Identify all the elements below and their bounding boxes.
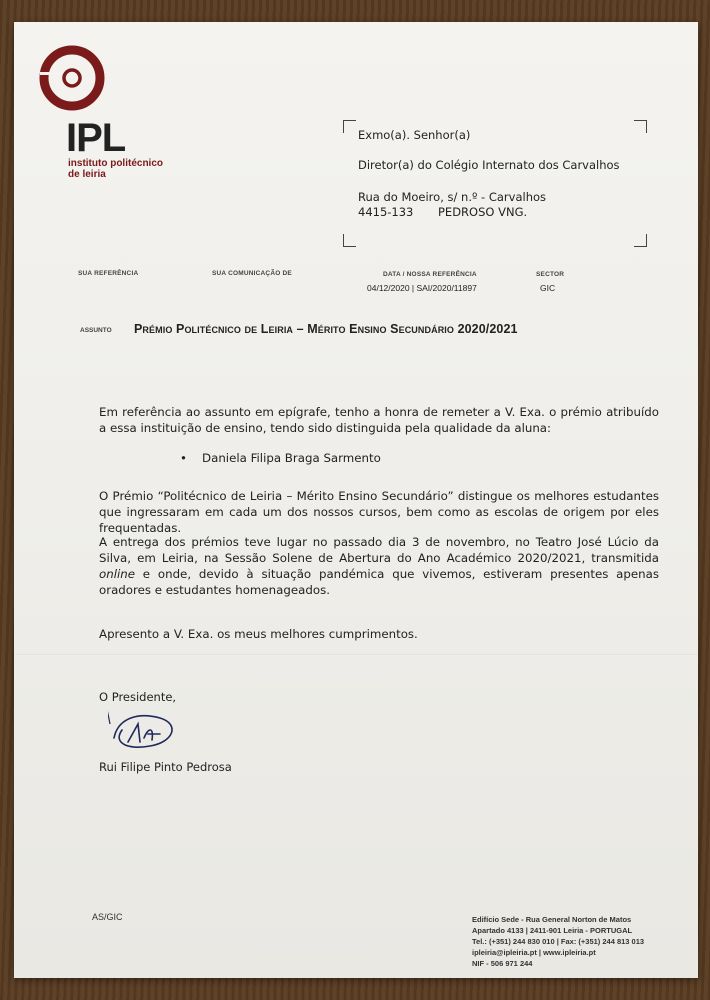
footer-line-1: Edifício Sede - Rua General Norton de Matos: [472, 915, 632, 924]
address-recipient: Diretor(a) do Colégio Internato dos Carvalhos: [358, 158, 620, 172]
closing-line: Apresento a V. Exa. os meus melhores cumprimentos.: [99, 627, 418, 641]
assunto-text: Prémio Politécnico de Leiria – Mérito Ensino Secundário 2020/2021: [134, 322, 518, 336]
sector-label: SECTOR: [536, 271, 565, 278]
sua-comunicacao-label: SUA COMUNICAÇÃO DE: [212, 270, 292, 277]
data-referencia-value: 04/12/2020 | SAI/2020/11897: [367, 283, 477, 293]
bullet-dot: •: [180, 451, 187, 465]
footer-line-4: ipleiria@ipleiria.pt | www.ipleiria.pt: [472, 948, 596, 957]
address-city: PEDROSO VNG.: [438, 205, 528, 219]
logo-line-1: instituto politécnico: [68, 158, 163, 169]
address-salutation: Exmo(a). Senhor(a): [358, 128, 471, 142]
address-street: Rua do Moeiro, s/ n.º - Carvalhos: [358, 190, 547, 204]
footer-line-2: Apartado 4133 | 2411-901 Leiria - PORTUGAL: [472, 926, 633, 935]
window-corner: [343, 120, 356, 133]
address-postal: 4415-133: [358, 205, 414, 219]
footer-line-5: NIF - 506 971 244: [472, 959, 533, 968]
data-referencia-label: DATA / NOSSA REFERÊNCIA: [383, 271, 477, 278]
assunto-label: ASSUNTO: [80, 327, 112, 334]
paragraph-3-italic: online: [99, 567, 135, 581]
sector-value: GIC: [540, 283, 556, 293]
sua-referencia-label: SUA REFERÊNCIA: [78, 270, 139, 277]
ipl-logo-icon: [38, 44, 106, 112]
paragraph-1: Em referência ao assunto em epígrafe, tenho a honra de remeter a V. Exa. o prémio atribuído a essa instituição de ensino, tendo sido distinguida pela qualidade da aluna:: [99, 405, 659, 435]
window-corner: [343, 234, 356, 247]
signature-name: Rui Filipe Pinto Pedrosa: [99, 760, 232, 774]
footer-line-3: Tel.: (+351) 244 830 010 | Fax: (+351) 244 813 013: [472, 937, 645, 946]
footer-address: [472, 914, 644, 969]
student-name: Daniela Filipa Braga Sarmento: [202, 451, 381, 465]
window-corner: [634, 120, 647, 133]
paragraph-3-part-b: e onde, devido à situação pandémica que vivemos, estiveram presentes apenas oradores e estudantes homenageados.: [99, 567, 659, 597]
paragraph-3: [99, 534, 659, 598]
logo-line-2: de leiria: [68, 169, 106, 180]
paper-fold: [14, 654, 698, 656]
window-corner: [634, 234, 647, 247]
paragraph-3-part-a: A entrega dos prémios teve lugar no passado dia 3 de novembro, no Teatro José Lúcio da Silva, em Leiria, na Sessão Solene de Abertura do Ano Académico 2020/2021, transmitida: [99, 535, 659, 565]
logo-acronym: IPL: [66, 116, 126, 160]
logo-subtitle: [68, 158, 178, 180]
footer-initials: AS/GIC: [92, 912, 123, 922]
paragraph-2: O Prémio “Politécnico de Leiria – Mérito Ensino Secundário” distingue os melhores estudantes que ingressaram em cada um dos nossos cursos, bem como as escolas de origem por eles frequentadas.: [99, 489, 659, 535]
handwritten-signature-icon: [108, 708, 180, 754]
signature-title: O Presidente,: [99, 690, 177, 704]
